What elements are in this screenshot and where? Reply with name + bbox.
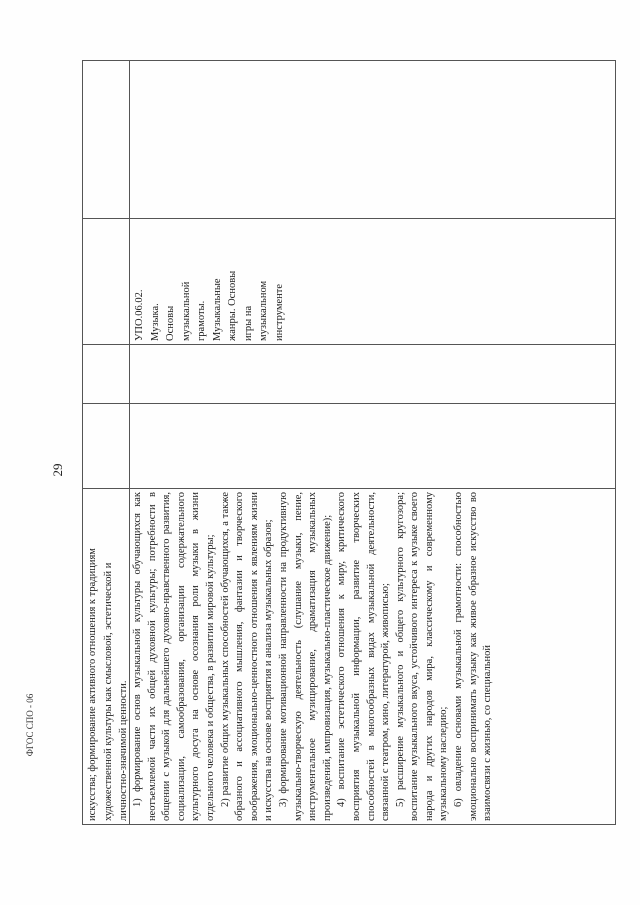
requirements-table (82, 60, 614, 825)
discipline-line: игры на (242, 305, 254, 341)
table-row (129, 60, 616, 825)
table-cell (130, 404, 615, 489)
discipline-line: УПО.06.02. (134, 289, 145, 341)
text-line: художественной культуры как смысловой, эстетической и (102, 562, 114, 821)
table-cell (130, 60, 615, 219)
footer-code: ФГОС СПО - 06 (25, 693, 35, 757)
text-paragraph: 2) развитие общих музыкальных способностей обучающихся, а также образного и ассоциативного мышления, фантазии и творческого воображения, эмоционально-ценностного отношения к явлениям жизни и искусства на основе восприятия и анализа музыкальных образов; (219, 492, 275, 821)
cell-text (83, 489, 134, 824)
cell-text (130, 489, 497, 824)
text-paragraph: 1) формирование основ музыкальной культуры обучающихся как неотъемлемой части их общей духовной культуры; потребности в общении с музыкой для дальнейшего духовно-нравственного развития, социализации, самообразования, организации содержательного культурного досуга на основе осознания роли музыки в жизни отдельного человека и общества, в развитии мировой культуры; (132, 492, 216, 821)
table-cell (83, 60, 130, 219)
text-paragraph: 3) формирование мотивационной направленности на продуктивную музыкально-творческую деятельность (слушание музыки, пение, инструментальное музицирование, драматизация музыкальных произведений, импровизация, музыкально-пластическое движение); (277, 492, 333, 821)
table-cell-discipline (130, 219, 615, 345)
discipline-line: музыкальном (258, 280, 269, 341)
table-cell (83, 404, 130, 489)
table-cell-competencies (130, 489, 615, 825)
discipline-line: грамоты. (196, 300, 207, 341)
discipline-line: музыкальной (180, 281, 192, 341)
discipline-title (130, 219, 289, 344)
text-paragraph: 5) расширение музыкального и общего культурного кругозора; воспитание музыкального вкуса, устойчивого интереса к музыке своего народа и других народов мира, классическому и современному музыкальному наследию; (394, 492, 450, 821)
table-cell (83, 219, 130, 345)
text-line: искусства; формирование активного отношения к традициям (87, 548, 98, 821)
table-row (82, 60, 130, 825)
discipline-line: Основы (165, 305, 176, 341)
text-paragraph: 6) овладение основами музыкальной грамотности: способностью эмоционально воспринимать музыку как живое образное искусство во взаимосвязи с жизнью, со специальной (453, 492, 494, 821)
text-line: личностно-значимой ценности. (118, 680, 129, 821)
discipline-line: Музыкальные (211, 278, 223, 341)
page-number: 29 (50, 463, 65, 477)
table-cell (83, 345, 130, 404)
discipline-line: Музыка. (149, 303, 161, 341)
discipline-line: инструменте (273, 283, 285, 341)
table-cell-competencies (83, 489, 130, 825)
table-cell (130, 345, 615, 404)
discipline-line: жанры. Основы (227, 270, 238, 341)
text-paragraph: 4) воспитание эстетического отношения к миру, критического восприятия музыкальной информации, развитие творческих способностей в многообразных видах музыкальной деятельности, связанной с театром, кино, литературой, живописью; (336, 492, 392, 821)
